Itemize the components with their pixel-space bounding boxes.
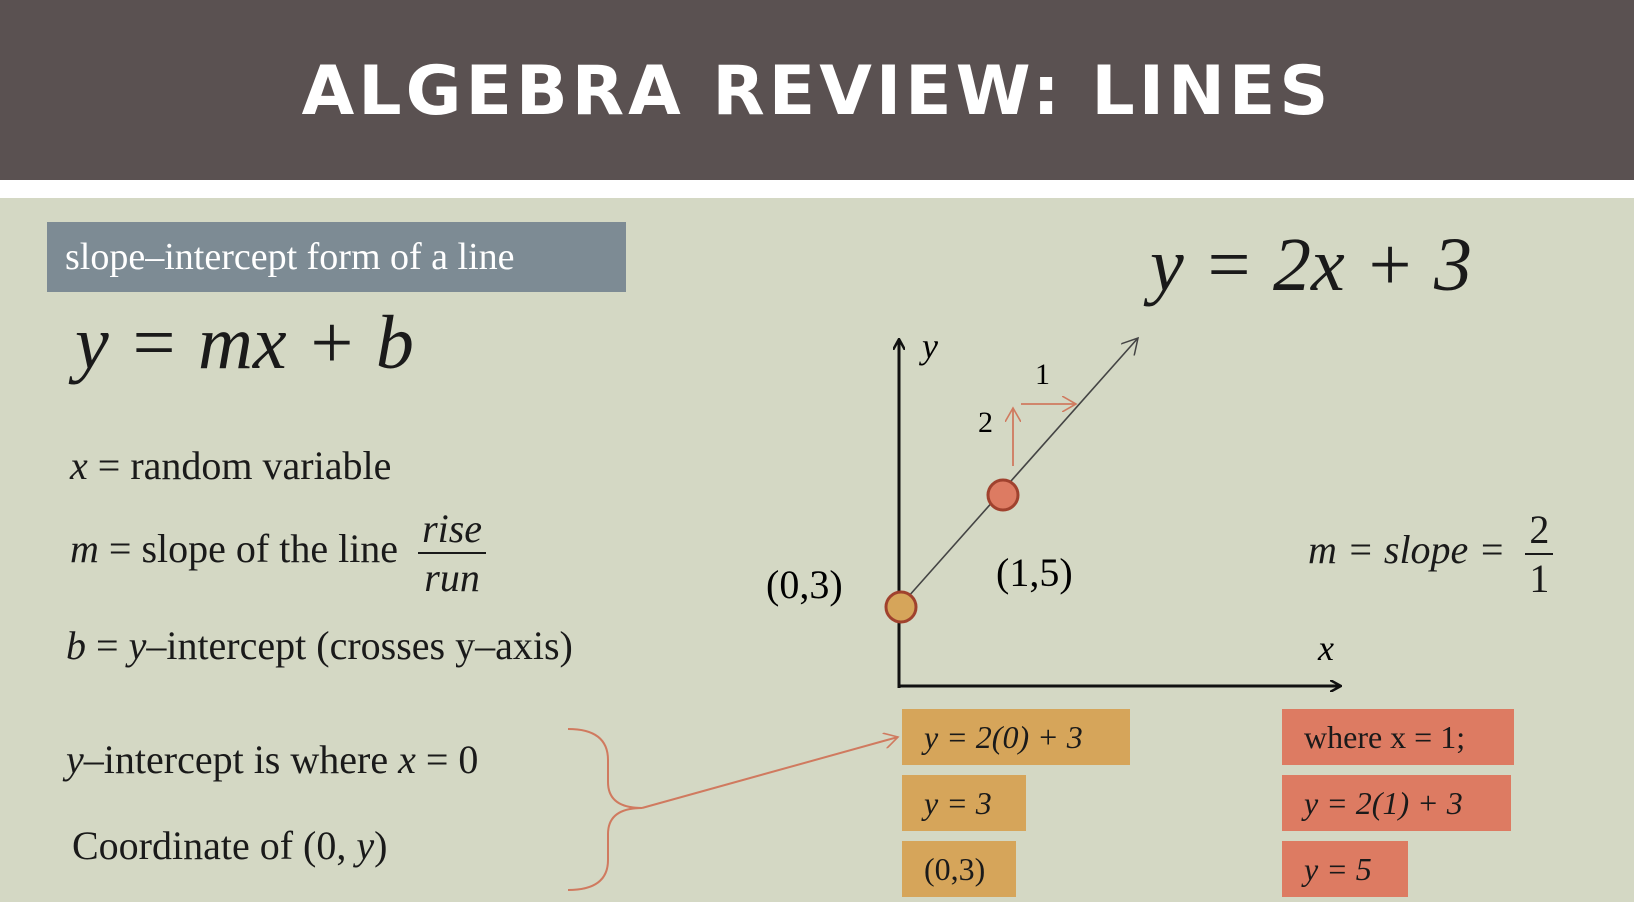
gold-box-1: y = 2(0) + 3 bbox=[902, 709, 1130, 765]
slope-denominator: 1 bbox=[1529, 556, 1550, 601]
symbol-y: y bbox=[356, 823, 375, 868]
specific-equation: y = 2x + 3 bbox=[1150, 223, 1473, 307]
definition-m-text: slope of the line bbox=[141, 526, 399, 572]
point-one-five bbox=[988, 480, 1018, 510]
slope-numerator: 2 bbox=[1525, 506, 1553, 555]
general-equation: y = mx + b bbox=[75, 301, 414, 385]
red-box-3: y = 5 bbox=[1282, 841, 1408, 897]
definition-x-text: random variable bbox=[130, 443, 392, 488]
symbol-y: y bbox=[128, 623, 147, 668]
symbol-m: m bbox=[70, 526, 99, 572]
gold-box-2: y = 3 bbox=[902, 775, 1026, 831]
symbol-x: x bbox=[398, 737, 416, 782]
run-label: run bbox=[424, 555, 480, 600]
definition-b-text: –intercept (crosses y–axis) bbox=[146, 623, 573, 668]
symbol-x: x bbox=[70, 443, 88, 488]
coordinate-tail: ) bbox=[374, 823, 388, 868]
run-number: 1 bbox=[1035, 358, 1050, 391]
slide-title: ALGEBRA REVIEW: LINES bbox=[301, 52, 1333, 131]
intercept-note-tail: = 0 bbox=[415, 737, 479, 782]
equals-sign: = bbox=[98, 526, 142, 572]
equals-sign: = bbox=[86, 623, 129, 668]
rise-number: 2 bbox=[978, 406, 993, 439]
red-box-2: y = 2(1) + 3 bbox=[1282, 775, 1511, 831]
red-box-1: where x = 1; bbox=[1282, 709, 1514, 765]
brace bbox=[568, 729, 642, 890]
symbol-b: b bbox=[66, 623, 86, 668]
slope-lhs: m = slope = bbox=[1308, 527, 1516, 573]
x-axis-label: x bbox=[1318, 628, 1334, 668]
rise-label: rise bbox=[418, 505, 486, 554]
intercept-note-text: –intercept is where bbox=[83, 737, 399, 782]
point-intercept bbox=[886, 592, 916, 622]
brace-arrow bbox=[642, 737, 898, 808]
equals-sign: = bbox=[87, 443, 131, 488]
coordinate-text: Coordinate of (0, bbox=[72, 823, 357, 868]
symbol-y: y bbox=[66, 737, 84, 782]
topic-label: slope–intercept form of a line bbox=[47, 222, 626, 292]
gold-box-3: (0,3) bbox=[902, 841, 1016, 897]
point-intercept-label: (0,3) bbox=[766, 562, 843, 607]
y-axis-label: y bbox=[922, 326, 938, 366]
point-one-five-label: (1,5) bbox=[996, 550, 1073, 595]
